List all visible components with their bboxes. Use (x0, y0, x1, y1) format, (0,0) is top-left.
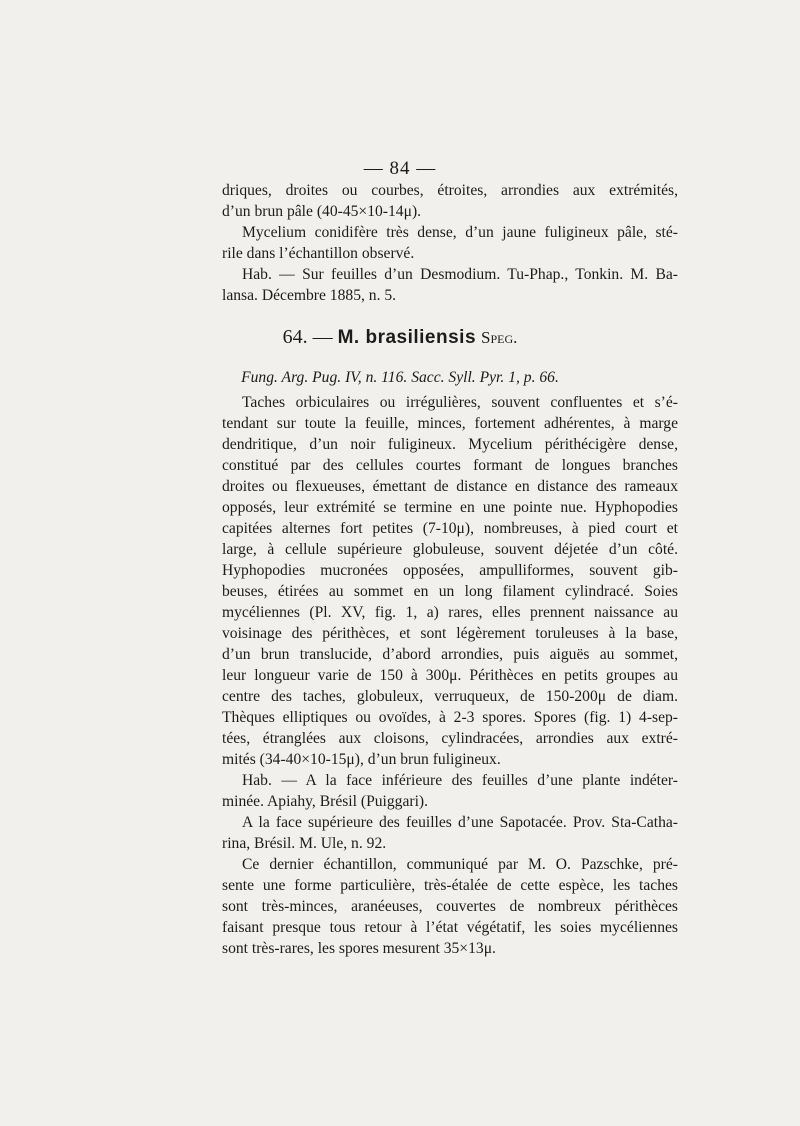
paragraph-block-1 (222, 180, 678, 306)
bibliographic-reference: Fung. Arg. Pug. IV, n. 116. Sacc. Syll. Pyr. 1, p. 66. (241, 369, 559, 386)
text-line: rile dans l’échantillon observé. (222, 245, 415, 262)
text-line: centre des taches, globuleux, verruqueux, de 150-200μ de diam. (222, 688, 678, 705)
text-line: mités (34-40×10-15μ), d’un brun fuligineux. (222, 751, 501, 768)
text-line: minée. Apiahy, Brésil (Puiggari). (222, 793, 428, 810)
text-line: opposés, leur extrémité se termine en une pointe nue. Hyphopodies (222, 499, 678, 516)
text-line: capitées alternes fort petites (7-10μ), nombreuses, à pied court et (222, 520, 678, 537)
text-line: leur longueur varie de 150 à 300μ. Périthèces en petits groupes au (222, 667, 678, 684)
text-line: dendritique, d’un noir fuligineux. Mycelium périthécigère dense, (222, 436, 678, 453)
text-line: voisinage des périthèces, et sont légèrement toruleuses à la base, (222, 625, 678, 642)
text-line: d’un brun translucide, d’abord arrondies, puis aiguës au sommet, (222, 646, 678, 663)
text-line: sont très-minces, aranéeuses, couvertes de nombreux périthèces (222, 898, 678, 915)
paragraph-block-2 (222, 392, 678, 959)
text-line: droites ou flexueuses, émettant de distance en distance des rameaux (222, 478, 678, 495)
text-line: Hab. — A la face inférieure des feuilles d’une plante indéter- (242, 772, 678, 789)
text-line: Hyphopodies mucronées opposées, ampulliformes, souvent gib- (222, 562, 678, 579)
text-line: A la face supérieure des feuilles d’une Sapotacée. Prov. Sta-Catha- (242, 814, 678, 831)
text-line: Mycelium conidifère très dense, d’un jaune fuligineux pâle, sté- (242, 224, 678, 241)
species-heading (0, 326, 800, 349)
text-line: mycéliennes (Pl. XV, fig. 1, a) rares, elles prennent naissance au (222, 604, 678, 621)
text-line: Hab. — Sur feuilles d’un Desmodium. Tu-Phap., Tonkin. M. Ba- (242, 266, 678, 283)
text-line: d’un brun pâle (40-45×10-14μ). (222, 203, 422, 220)
text-line: rina, Brésil. M. Ule, n. 92. (222, 835, 387, 852)
text-line: Ce dernier échantillon, communiqué par M. O. Pazschke, pré- (242, 856, 678, 873)
text-line: sont très-rares, les spores mesurent 35×13μ. (222, 940, 496, 957)
species-name: M. brasiliensis (337, 327, 477, 348)
text-line: beuses, étirées au sommet en un long filament cylindracé. Soies (222, 583, 678, 600)
species-number: 64. — (282, 326, 333, 348)
text-line: constitué par des cellules courtes formant de longues branches (222, 457, 678, 474)
text-line: Thèques elliptiques ou ovoïdes, à 2-3 spores. Spores (fig. 1) 4-sep- (222, 709, 678, 726)
page-number: — 84 — (363, 158, 437, 179)
text-line: tées, étranglées aux cloisons, cylindracées, arrondies aux extré- (222, 730, 678, 747)
text-line: driques, droites ou courbes, étroites, arrondies aux extrémités, (222, 182, 678, 199)
text-line: tendant sur toute la feuille, minces, fortement adhérentes, à marge (222, 415, 678, 432)
text-line: Taches orbiculaires ou irrégulières, souvent confluentes et s’é- (242, 394, 678, 411)
text-line: large, à cellule supérieure globuleuse, souvent déjetée d’un côté. (222, 541, 678, 558)
text-line: lansa. Décembre 1885, n. 5. (222, 287, 397, 304)
text-line: faisant presque tous retour à l’état végétatif, les soies mycéliennes (222, 919, 678, 936)
species-author: Speg. (481, 328, 518, 347)
text-line: sente une forme particulière, très-étalée de cette espèce, les taches (222, 877, 678, 894)
